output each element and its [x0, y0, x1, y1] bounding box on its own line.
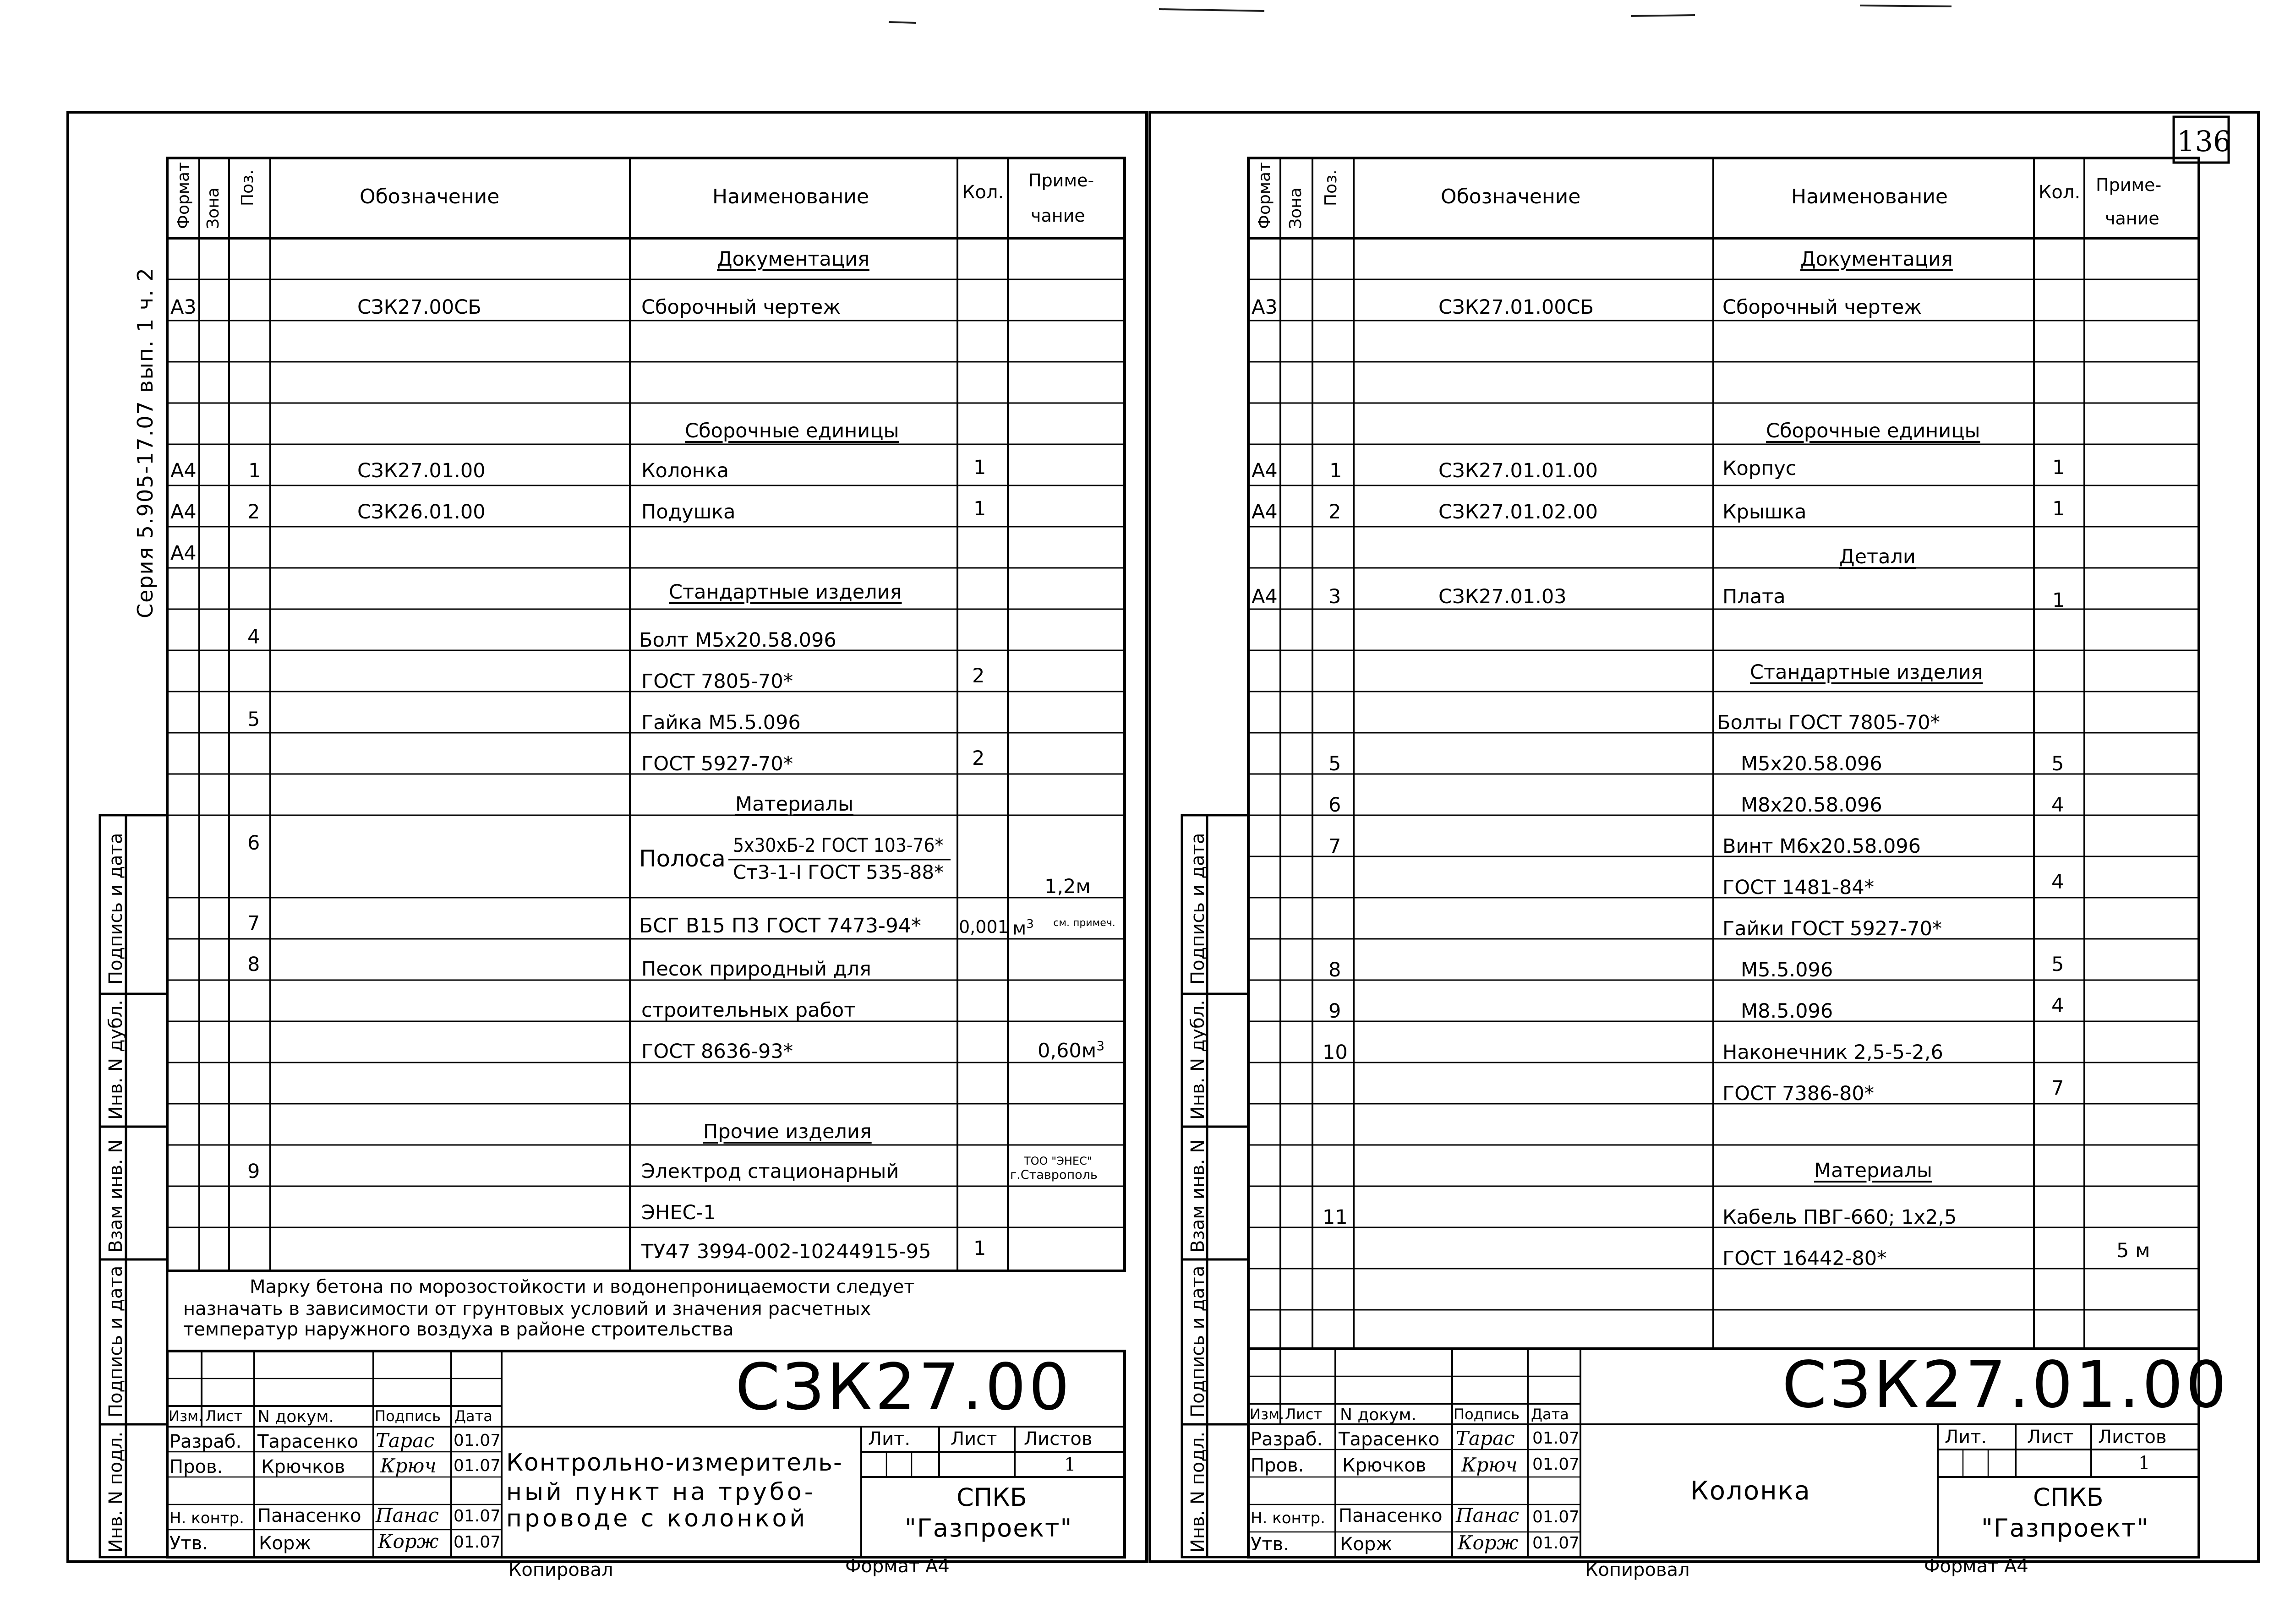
section-heading: Материалы: [1814, 1159, 1932, 1182]
header-designation: Обозначение: [360, 185, 500, 208]
stamp-orig-inv: Инв. N подл.: [105, 1431, 126, 1553]
spec-qty: 4: [2051, 871, 2064, 894]
spec-unit: [1012, 918, 1034, 937]
tb-sheets-count: 1: [2138, 1453, 2150, 1474]
stamp-repl-inv: Взам инв. N: [105, 1139, 126, 1253]
stamp-dup-inv: Инв. N дубл.: [1187, 1000, 1208, 1120]
header-qty: Кол.: [962, 182, 1004, 203]
spec-name: Корпус: [1722, 457, 1797, 480]
tb-person: Крючков: [261, 1456, 345, 1477]
stamp-dup-inv: Инв. N дубл.: [105, 1000, 126, 1120]
spec-name: ГОСТ 1481-84*: [1722, 876, 1875, 899]
spec-pos: 4: [247, 626, 260, 649]
tb-label-sheet: Лист: [951, 1428, 997, 1450]
spec-designation: СЗК27.00СБ: [357, 296, 481, 319]
tb-date: 01.07: [1532, 1508, 1580, 1526]
header-designation: Обозначение: [1441, 185, 1581, 208]
tb-role: Пров.: [1251, 1455, 1304, 1476]
spec-qty: 2: [972, 665, 985, 687]
spec-name: ГОСТ 7386-80*: [1722, 1082, 1875, 1105]
document-code: СЗК27.00: [735, 1350, 1072, 1425]
spec-format: А4: [170, 501, 197, 523]
spec-fraction-top: 5х30хБ-2 ГОСТ 103-76*: [733, 834, 944, 856]
tb-label-list: Лист: [1285, 1406, 1323, 1423]
spec-qty: 1: [973, 1237, 986, 1260]
header-format: Формат: [174, 162, 193, 229]
spec-designation: СЗК27.01.01.00: [1438, 459, 1598, 482]
tb-role: Разраб.: [1251, 1429, 1323, 1450]
spec-format: А4: [1252, 501, 1278, 523]
spec-name: Болт М5х20.58.096: [639, 629, 836, 652]
spec-pos: 9: [247, 1160, 260, 1183]
section-heading: Документация: [717, 248, 869, 271]
tb-label-data: Дата: [1531, 1406, 1569, 1423]
section-heading: Документация: [1800, 248, 1953, 271]
header-zone: Зона: [1286, 187, 1305, 229]
page-number: 136: [2177, 125, 2231, 158]
spec-designation: СЗК26.01.00: [357, 501, 486, 523]
tb-date: 01.07: [454, 1431, 501, 1450]
spec-name: Крышка: [1722, 501, 1807, 523]
signature: Крюч: [1461, 1454, 1518, 1476]
tb-role: Утв.: [169, 1533, 208, 1554]
spec-name: Подушка: [641, 501, 736, 523]
tb-date: 01.07: [454, 1533, 501, 1552]
spec-pos: 8: [1328, 959, 1341, 981]
signature: Корж: [378, 1530, 439, 1553]
series-label: Серия 5.905-17.07 вып. 1 ч. 2: [133, 267, 158, 618]
signature: Панас: [376, 1504, 439, 1526]
spec-name: М8х20.58.096: [1741, 794, 1882, 817]
spec-name: Наконечник 2,5-5-2,6: [1722, 1041, 1943, 1064]
tb-person: Тарасенко: [257, 1431, 359, 1452]
spec-name: Сборочный чертеж: [641, 296, 841, 319]
spec-qty: 1: [973, 456, 986, 479]
spec-name: Винт М6х20.58.096: [1722, 835, 1921, 858]
spec-qty: 4: [2051, 794, 2064, 817]
header-name: Наименование: [1791, 185, 1948, 208]
section-heading: Сборочные единицы: [685, 420, 899, 442]
section-heading: Детали: [1839, 545, 1916, 568]
organization-line-2: "Газпроект": [905, 1514, 1073, 1542]
spec-format: А4: [1252, 585, 1278, 608]
tb-sheets-count: 1: [1064, 1454, 1076, 1475]
tb-person: Корж: [259, 1533, 312, 1554]
spec-designation: СЗК27.01.00: [357, 459, 486, 482]
document-title-line: Контрольно-измеритель-: [506, 1449, 843, 1477]
document-code: СЗК27.01.00: [1782, 1348, 2230, 1422]
tb-role: Н. контр.: [1251, 1509, 1325, 1527]
spec-name: ТУ47 3994-002-10244915-95: [641, 1240, 931, 1263]
spec-pos: 7: [247, 912, 260, 935]
spec-qty: 1: [2052, 456, 2065, 479]
spec-qty: 2: [972, 747, 985, 770]
spec-fraction-bottom: Ст3-1-I ГОСТ 535-88*: [733, 861, 944, 883]
spec-format: А4: [170, 542, 197, 565]
tb-label-sheets: Листов: [2098, 1427, 2167, 1448]
spec-pos: 1: [248, 459, 261, 482]
spec-name: ГОСТ 7805-70*: [641, 670, 793, 693]
spec-designation: СЗК27.01.02.00: [1438, 501, 1598, 523]
organization-line-1: СПКБ: [2033, 1483, 2104, 1512]
stamp-repl-inv: Взам инв. N: [1187, 1139, 1208, 1253]
spec-format: А4: [1252, 459, 1278, 482]
header-zone: Зона: [204, 187, 223, 229]
footer-copied: Копировал: [1585, 1559, 1690, 1580]
spec-pos: 3: [1328, 585, 1341, 608]
header-note-2: чание: [1031, 206, 1085, 226]
tb-date: 01.07: [454, 1456, 501, 1475]
stamp-sign-date: Подпись и дата: [1187, 1265, 1208, 1417]
spec-name: Гайка М5.5.096: [641, 711, 801, 734]
tb-label-ndoc: N докум.: [1340, 1406, 1416, 1424]
spec-qty: 0,001: [959, 917, 1009, 937]
document-title-line: ный пункт на трубо-: [506, 1478, 816, 1506]
spec-pos: 6: [247, 832, 260, 855]
stamp-sign-date: Подпись и дата: [105, 833, 126, 985]
stamp-orig-inv: Инв. N подл.: [1187, 1431, 1208, 1553]
spec-format: А3: [170, 296, 197, 319]
remark-line: температур наружного воздуха в районе строительства: [183, 1319, 734, 1340]
spec-pos: 5: [247, 708, 260, 731]
header-pos: Поз.: [238, 169, 257, 206]
spec-name: Песок природный для: [641, 958, 871, 981]
spec-name: Электрод стационарный: [641, 1160, 899, 1183]
spec-note: см. примеч.: [1053, 917, 1115, 929]
header-name: Наименование: [712, 185, 869, 208]
spec-pos: 1: [1329, 459, 1342, 482]
tb-label-izm: Изм.: [1250, 1406, 1285, 1423]
tb-label-podpis: Подпись: [375, 1407, 441, 1425]
spec-name: ЭНЕС-1: [641, 1201, 716, 1224]
spec-qty: 5: [2051, 752, 2064, 775]
spec-name: Кабель ПВГ-660; 1х2,5: [1722, 1206, 1957, 1229]
unit-power: 3: [1026, 917, 1034, 931]
signature: Крюч: [380, 1455, 437, 1477]
tb-role: Утв.: [1251, 1534, 1289, 1555]
spec-name: Колонка: [641, 459, 729, 482]
organization-line-1: СПКБ: [957, 1483, 1027, 1512]
tb-label-podpis: Подпись: [1454, 1406, 1520, 1423]
spec-name: Сборочный чертеж: [1722, 296, 1922, 319]
signature: Корж: [1458, 1531, 1519, 1554]
header-format: Формат: [1255, 162, 1274, 229]
tb-date: 01.07: [1532, 1455, 1580, 1474]
tb-person: Панасенко: [257, 1505, 361, 1526]
tb-label-sheet: Лист: [2027, 1427, 2074, 1448]
spec-qty: 1: [2052, 589, 2065, 612]
tb-date: 01.07: [1532, 1534, 1580, 1553]
tb-role: Н. контр.: [169, 1509, 244, 1527]
spec-note-1: ТОО "ЭНЕС": [1024, 1155, 1092, 1167]
tb-label-izm: Изм.: [169, 1407, 203, 1425]
spec-name: БСГ В15 П3 ГОСТ 7473-94*: [639, 914, 921, 937]
spec-name: ГОСТ 5927-70*: [641, 752, 793, 775]
spec-name: Болты ГОСТ 7805-70*: [1717, 711, 1941, 734]
spec-name: Полоса: [639, 845, 726, 872]
document-title: Колонка: [1690, 1476, 1811, 1506]
spec-format: А3: [1252, 296, 1278, 319]
tb-role: Пров.: [169, 1456, 223, 1477]
tb-label-lit: Лит.: [868, 1428, 911, 1450]
remark-line: Марку бетона по морозостойкости и водонепроницаемости следует: [250, 1276, 915, 1297]
section-heading: Прочие изделия: [703, 1120, 872, 1143]
remark-line: назначать в зависимости от грунтовых условий и значения расчетных: [183, 1298, 871, 1319]
tb-label-list: Лист: [205, 1407, 243, 1425]
tb-person: Тарасенко: [1339, 1429, 1440, 1450]
signature: Тарас: [376, 1429, 435, 1452]
spec-pos: 6: [1328, 794, 1341, 817]
note-power: 3: [1096, 1038, 1105, 1053]
tb-date: 01.07: [1532, 1429, 1580, 1448]
spec-designation: СЗК27.01.00СБ: [1438, 296, 1594, 319]
tb-person: Крючков: [1342, 1455, 1427, 1476]
tb-label-sheets: Листов: [1024, 1428, 1093, 1450]
spec-name: Плата: [1722, 585, 1786, 608]
spec-pos: 2: [247, 501, 260, 523]
footer-format: Формат А4: [1924, 1556, 2028, 1577]
tb-label-lit: Лит.: [1945, 1427, 1987, 1448]
spec-name: ГОСТ 16442-80*: [1722, 1247, 1887, 1270]
header-qty: Кол.: [2039, 182, 2081, 203]
header-note-1: Приме-: [2096, 175, 2162, 195]
spec-designation: СЗК27.01.03: [1438, 585, 1567, 608]
spec-pos: 9: [1328, 1000, 1341, 1023]
header-note-1: Приме-: [1028, 170, 1094, 191]
spec-pos: 2: [1328, 501, 1341, 523]
spec-pos: 5: [1328, 752, 1341, 775]
spec-pos: 7: [1328, 835, 1341, 858]
spec-pos: 8: [247, 953, 260, 976]
stamp-sign-date: Подпись и дата: [1187, 833, 1208, 985]
spec-note: [1038, 1040, 1104, 1061]
tb-person: Корж: [1340, 1534, 1393, 1555]
tb-label-data: Дата: [454, 1407, 492, 1425]
spec-pos: 11: [1323, 1206, 1348, 1229]
section-heading: Стандартные изделия: [669, 581, 902, 604]
spec-name: строительных работ: [641, 999, 856, 1022]
tb-role: Разраб.: [169, 1431, 242, 1452]
spec-name: М5х20.58.096: [1741, 752, 1882, 775]
section-heading: Материалы: [735, 793, 853, 816]
stamp-sign-date: Подпись и дата: [105, 1265, 126, 1417]
tb-person: Панасенко: [1339, 1505, 1443, 1526]
spec-name: ГОСТ 8636-93*: [641, 1040, 793, 1063]
spec-qty: 1: [2052, 497, 2065, 520]
header-pos: Поз.: [1322, 169, 1340, 206]
section-heading: Стандартные изделия: [1750, 661, 1983, 684]
signature: Панас: [1456, 1504, 1519, 1526]
spec-qty: 5: [2051, 953, 2064, 976]
signature: Тарас: [1456, 1427, 1515, 1450]
header-note-2: чание: [2105, 208, 2159, 229]
tb-label-ndoc: N докум.: [257, 1407, 334, 1426]
spec-note: 1,2м: [1044, 875, 1091, 898]
organization-line-2: "Газпроект": [1981, 1514, 2149, 1542]
spec-name: Гайки ГОСТ 5927-70*: [1722, 917, 1942, 940]
spec-pos: 10: [1323, 1041, 1348, 1064]
tb-date: 01.07: [454, 1507, 501, 1526]
footer-format: Формат А4: [845, 1556, 950, 1577]
spec-name: М8.5.096: [1741, 1000, 1833, 1023]
document-title-line: проводе с колонкой: [506, 1505, 808, 1532]
spec-note: 5 м: [2116, 1239, 2150, 1262]
unit-base: м: [1012, 918, 1027, 939]
section-heading: Сборочные единицы: [1766, 420, 1980, 442]
spec-qty: 1: [973, 497, 986, 520]
note-base: 0,60м: [1038, 1039, 1097, 1063]
spec-name: М5.5.096: [1741, 959, 1833, 981]
spec-format: А4: [170, 459, 197, 482]
spec-qty: 4: [2051, 994, 2064, 1017]
spec-qty: 7: [2051, 1077, 2064, 1100]
spec-note-2: г.Ставрополь: [1010, 1168, 1098, 1182]
footer-copied: Копировал: [508, 1559, 613, 1580]
